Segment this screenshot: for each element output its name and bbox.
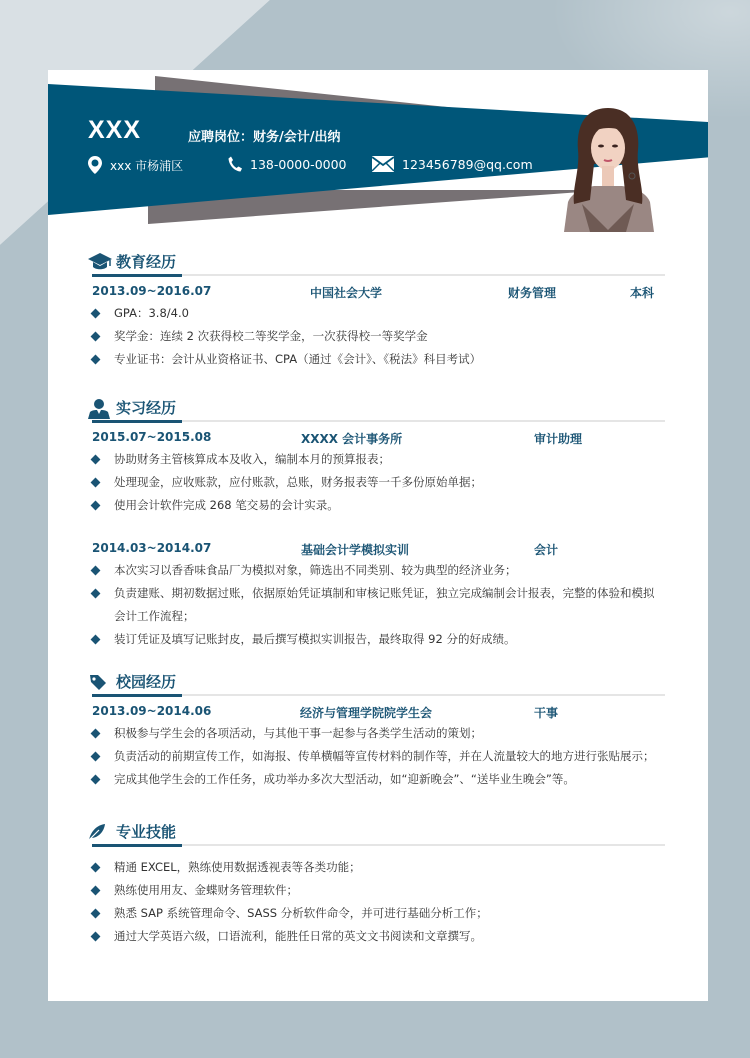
list-item xyxy=(88,722,665,745)
contact-phone xyxy=(228,156,347,172)
section-divider-accent xyxy=(92,274,182,277)
item-text: 本次实习以香香味食品厂为模拟对象，筛选出不同类别、较为典型的经济业务； xyxy=(114,563,517,577)
item-text: 专业证书：会计从业资格证书、CPA（通过《会计》、《税法》科目考试） xyxy=(114,352,482,366)
section-education xyxy=(88,250,665,371)
diamond-bullet-icon xyxy=(91,775,101,785)
list-item xyxy=(88,494,665,517)
entry-org: XXXX 会计事务所 xyxy=(301,432,403,446)
section-title: 校园经历 xyxy=(116,673,177,691)
diamond-bullet-icon xyxy=(91,566,101,576)
entry-role: 审计助理 xyxy=(534,432,583,446)
entry-items xyxy=(88,448,665,517)
diamond-bullet-icon xyxy=(91,886,101,896)
list-item xyxy=(88,471,665,494)
phone-text: 138-0000-0000 xyxy=(250,156,347,172)
entry-role: 会计 xyxy=(534,543,559,557)
list-item xyxy=(88,856,665,879)
list-item xyxy=(88,902,665,925)
job-position: 应聘岗位：财务/会计/出纳 xyxy=(188,130,341,145)
section-title: 实习经历 xyxy=(116,399,177,417)
diamond-bullet-icon xyxy=(91,589,101,599)
diamond-bullet-icon xyxy=(91,478,101,488)
section-title: 教育经历 xyxy=(116,253,177,271)
entry-items xyxy=(88,302,665,371)
section-campus xyxy=(88,670,665,791)
item-text: 负责建账、期初数据过账，依据原始凭证填制和审核记账凭证，独立完成编制会计报表，完整的体验和模拟会计工作流程； xyxy=(114,586,655,623)
contact-email xyxy=(372,156,533,172)
list-item xyxy=(88,448,665,471)
section-divider-accent xyxy=(92,844,182,847)
section-internship xyxy=(88,396,665,651)
diamond-bullet-icon xyxy=(91,501,101,511)
entry-header xyxy=(88,428,665,448)
entry-period: 2015.07~2015.08 xyxy=(92,430,212,444)
phone-icon xyxy=(228,156,242,172)
entry-school: 中国社会大学 xyxy=(310,286,383,300)
contact-location xyxy=(88,156,183,174)
section-title: 专业技能 xyxy=(116,823,177,841)
entry-header xyxy=(88,282,665,302)
section-header xyxy=(88,670,665,696)
diamond-bullet-icon xyxy=(91,909,101,919)
item-text: 处理现金，应收账款，应付账款，总账，财务报表等一千多份原始单据； xyxy=(114,475,482,489)
section-header xyxy=(88,820,665,846)
item-text: 使用会计软件完成 268 笔交易的会计实录。 xyxy=(114,498,339,512)
tag-icon xyxy=(88,673,108,691)
list-item xyxy=(88,768,665,791)
diamond-bullet-icon xyxy=(91,752,101,762)
item-text: 熟悉 SAP 系统管理命令、SASS 分析软件命令，并可进行基础分析工作； xyxy=(114,906,488,920)
section-divider-accent xyxy=(92,420,182,423)
diamond-bullet-icon xyxy=(91,309,101,319)
list-item xyxy=(88,745,665,768)
item-text: 通过大学英语六级，口语流利，能胜任日常的英文文书阅读和文章撰写。 xyxy=(114,929,482,943)
entry-period: 2013.09~2014.06 xyxy=(92,704,212,718)
list-item xyxy=(88,325,665,348)
item-text: 奖学金：连续 2 次获得校二等奖学金，一次获得校一等奖学金 xyxy=(114,329,428,343)
item-text: 积极参与学生会的各项活动，与其他干事一起参与各类学生活动的策划； xyxy=(114,726,482,740)
section-header xyxy=(88,250,665,276)
list-item xyxy=(88,302,665,325)
entry-degree: 本科 xyxy=(630,286,655,300)
section-divider-accent xyxy=(92,694,182,697)
diamond-bullet-icon xyxy=(91,729,101,739)
entry-org: 经济与管理学院院学生会 xyxy=(300,706,433,720)
resume-page xyxy=(48,70,708,1001)
entry-period: 2013.09~2016.07 xyxy=(92,284,212,298)
entry-items xyxy=(88,722,665,791)
person-icon xyxy=(88,399,110,419)
item-text: GPA：3.8/4.0 xyxy=(114,306,189,320)
entry-org: 基础会计学模拟实训 xyxy=(301,543,410,557)
entry-header xyxy=(88,539,665,559)
email-text: 123456789@qq.com xyxy=(402,156,533,172)
entry-header xyxy=(88,702,665,722)
entry-items xyxy=(88,559,665,651)
item-text: 精通 EXCEL，熟练使用数据透视表等各类功能； xyxy=(114,860,361,874)
candidate-name: XXX xyxy=(88,116,142,144)
entry-major: 财务管理 xyxy=(508,286,557,300)
item-text: 装订凭证及填写记账封皮，最后撰写模拟实训报告，最终取得 92 分的好成绩。 xyxy=(114,632,516,646)
leaf-icon xyxy=(88,823,106,841)
item-text: 负责活动的前期宣传工作，如海报、传单横幅等宣传材料的制作等，并在人流量较大的地方进行张贴展示； xyxy=(114,749,655,763)
diamond-bullet-icon xyxy=(91,863,101,873)
item-text: 完成其他学生会的工作任务，成功举办多次大型活动，如“迎新晚会”、“送毕业生晚会”等。 xyxy=(114,772,575,786)
list-item xyxy=(88,559,665,582)
entry-period: 2014.03~2014.07 xyxy=(92,541,212,555)
list-item xyxy=(88,879,665,902)
profile-photo xyxy=(554,104,662,232)
diamond-bullet-icon xyxy=(91,932,101,942)
list-item xyxy=(88,628,665,651)
list-item xyxy=(88,348,665,371)
section-skills xyxy=(88,820,665,948)
entry-role: 干事 xyxy=(534,706,559,720)
map-pin-icon xyxy=(88,156,102,174)
location-text: xxx 市杨浦区 xyxy=(110,158,184,173)
item-text: 熟练使用用友、金蝶财务管理软件； xyxy=(114,883,298,897)
diamond-bullet-icon xyxy=(91,332,101,342)
item-text: 协助财务主管核算成本及收入，编制本月的预算报表； xyxy=(114,452,390,466)
graduation-cap-icon xyxy=(88,253,112,271)
diamond-bullet-icon xyxy=(91,355,101,365)
diamond-bullet-icon xyxy=(91,635,101,645)
list-item xyxy=(88,925,665,948)
list-item xyxy=(88,582,665,628)
section-header xyxy=(88,396,665,422)
diamond-bullet-icon xyxy=(91,455,101,465)
skill-items xyxy=(88,856,665,948)
envelope-icon xyxy=(372,156,394,172)
